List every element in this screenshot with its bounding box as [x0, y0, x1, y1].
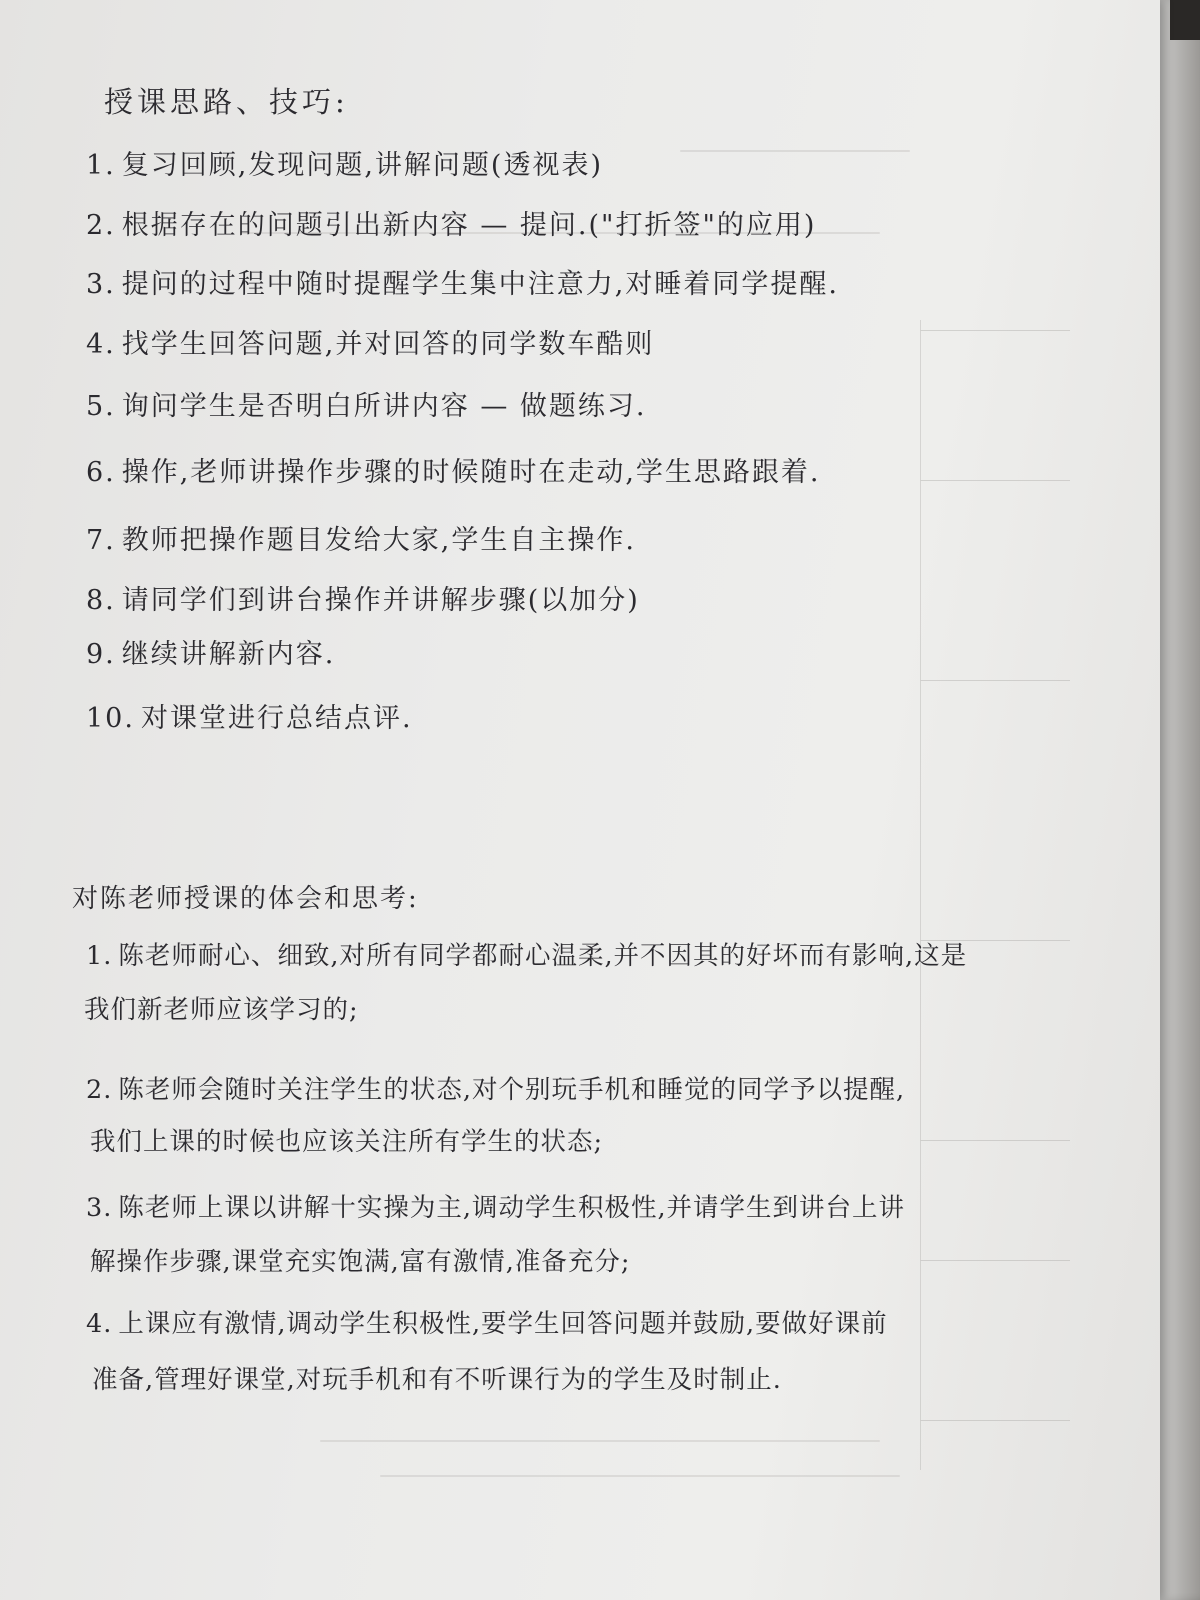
bleed-through-form — [920, 120, 1070, 1480]
bleed-text-line — [380, 1475, 900, 1477]
method-item — [86, 578, 640, 617]
item-number: 1. — [86, 150, 116, 181]
method-item — [86, 518, 636, 557]
section-heading-reflection: 对陈老师授课的体会和思考: — [72, 884, 419, 914]
method-item — [86, 143, 603, 182]
item-number: 4. — [86, 329, 116, 360]
item-text: 操作,老师讲操作步骤的时候随时在走动,学生思路跟着. — [121, 457, 821, 488]
paragraph-text: 陈老师上课以讲解十实操为主,调动学生积极性,并请学生到讲台上讲 — [118, 1193, 906, 1223]
bleed-rule — [920, 1260, 1070, 1261]
bleed-text-line — [680, 150, 910, 152]
bleed-rule — [920, 1420, 1070, 1421]
item-text: 复习回顾,发现问题,讲解问题(透视表) — [121, 150, 603, 181]
item-number: 3. — [86, 1193, 113, 1223]
item-text: 根据存在的问题引出新内容 — 提问.("打折签"的应用) — [121, 210, 817, 241]
paragraph-text: 陈老师耐心、细致,对所有同学都耐心温柔,并不因其的好坏而有影响,这是 — [118, 941, 968, 971]
item-text: 找学生回答问题,并对回答的同学数车酷则 — [121, 329, 655, 360]
method-item — [86, 262, 839, 301]
item-number: 10. — [86, 703, 135, 734]
item-text: 提问的过程中随时提醒学生集中注意力,对睡着同学提醒. — [121, 269, 839, 300]
section-heading-method: 授课思路、技巧: — [104, 85, 349, 119]
reflection-line — [86, 1070, 905, 1106]
method-item — [86, 450, 821, 489]
paragraph-text: 上课应有激情,调动学生积极性,要学生回答问题并鼓励,要做好课前 — [118, 1309, 888, 1339]
page-edge-strip — [1158, 0, 1200, 1600]
item-number: 1. — [86, 941, 113, 971]
bleed-rule — [920, 1140, 1070, 1141]
item-number: 2. — [86, 210, 116, 241]
reflection-line: 解操作步骤,课堂充实饱满,富有激情,准备充分; — [90, 1247, 631, 1277]
item-number: 8. — [86, 585, 116, 616]
bleed-rule — [920, 480, 1070, 481]
bleed-rule — [920, 680, 1070, 681]
reflection-line — [86, 936, 967, 972]
item-number: 4. — [86, 1309, 113, 1339]
reflection-line — [86, 1304, 888, 1340]
item-number: 7. — [86, 525, 116, 556]
bleed-rule — [920, 330, 1070, 331]
item-number: 6. — [86, 457, 116, 488]
item-number: 9. — [86, 639, 116, 670]
method-item — [86, 632, 335, 671]
method-item — [86, 322, 654, 361]
bleed-vertical-rule — [920, 320, 921, 1470]
reflection-line — [86, 1188, 905, 1224]
item-text: 继续讲解新内容. — [121, 639, 336, 670]
method-item — [86, 203, 816, 242]
dark-corner — [1170, 0, 1200, 40]
item-number: 5. — [86, 391, 116, 422]
item-text: 对课堂进行总结点评. — [140, 703, 413, 734]
reflection-line: 我们新老师应该学习的; — [84, 995, 359, 1025]
reflection-line: 我们上课的时候也应该关注所有学生的状态; — [90, 1127, 604, 1157]
reflection-line: 准备,管理好课堂,对玩手机和有不听课行为的学生及时制止. — [92, 1365, 782, 1395]
bleed-text-line — [320, 1440, 880, 1442]
method-item — [86, 696, 413, 735]
item-text: 请同学们到讲台操作并讲解步骤(以加分) — [121, 585, 640, 616]
item-text: 教师把操作题目发给大家,学生自主操作. — [121, 525, 636, 556]
paragraph-text: 陈老师会随时关注学生的状态,对个别玩手机和睡觉的同学予以提醒, — [118, 1075, 906, 1105]
item-number: 3. — [86, 269, 116, 300]
item-number: 2. — [86, 1075, 113, 1105]
item-text: 询问学生是否明白所讲内容 — 做题练习. — [121, 391, 647, 422]
method-item — [86, 384, 647, 423]
